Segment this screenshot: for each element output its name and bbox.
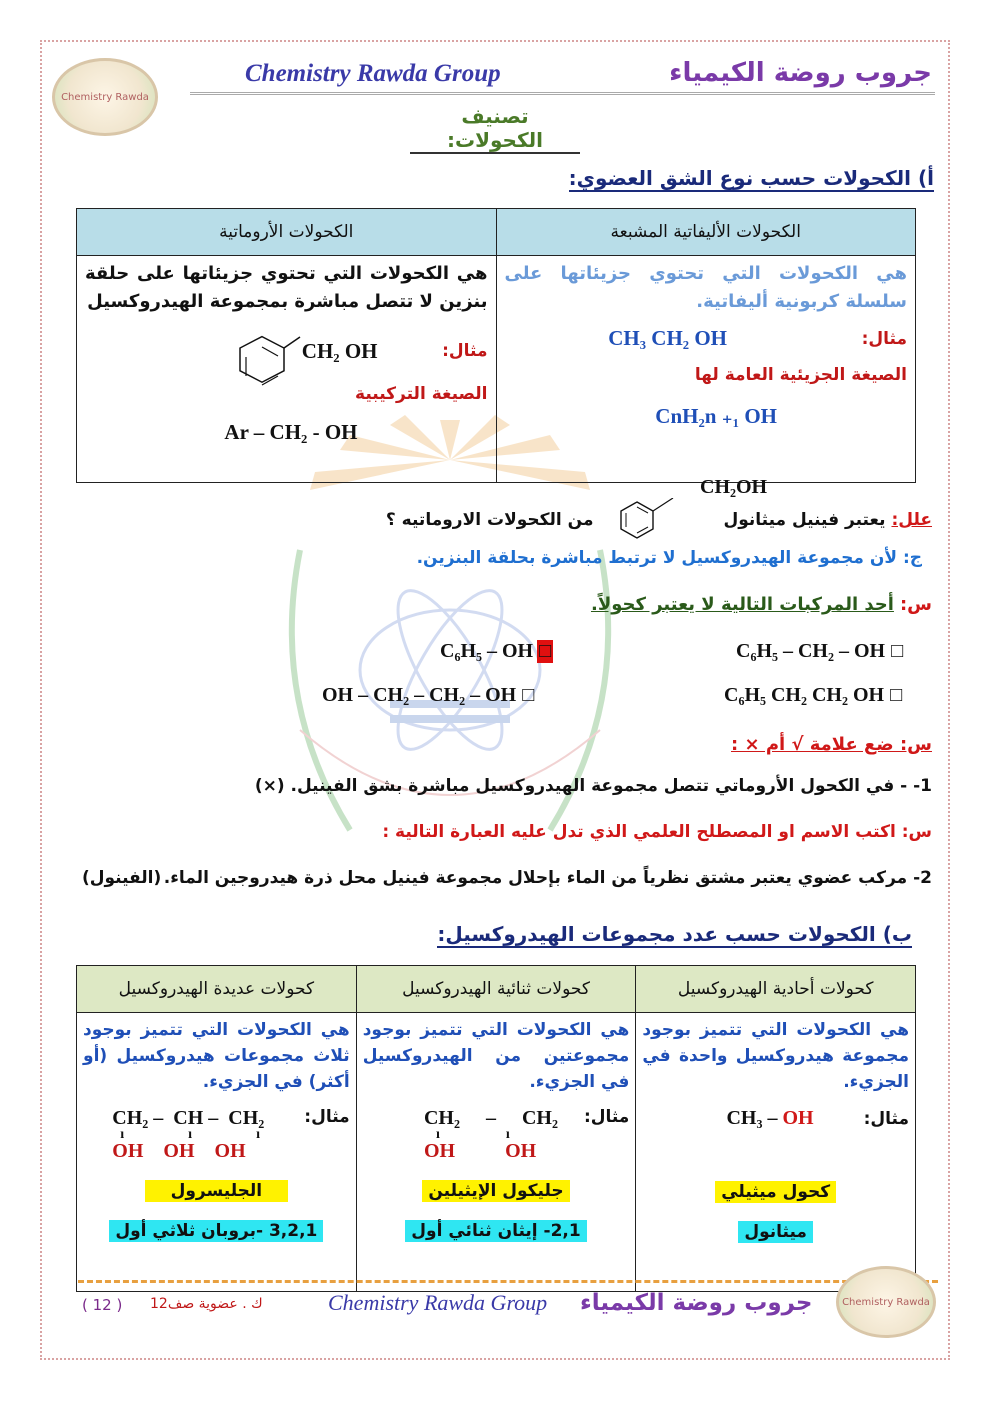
col-aliphatic-header: الكحولات الأليفاتية المشبعة — [496, 209, 916, 256]
mono-iupac-name: ميثانول — [738, 1221, 813, 1243]
tri-common-name: الجليسرول — [145, 1180, 289, 1202]
aliphatic-example-label: مثال: — [861, 328, 907, 349]
aromatic-structural-formula: Ar – CH₂ - OH — [224, 420, 358, 444]
di-formula: CH₂ – CH₂ ı ı OH OH — [423, 1107, 558, 1162]
q1-option-d-text: OH – CH₂ – CH₂ – OH — [322, 684, 517, 706]
q1-option-a-checkbox[interactable]: □ — [891, 640, 904, 662]
header-group-ar: جروب روضة الكيمياء — [669, 58, 932, 88]
aromatic-example — [302, 339, 378, 364]
group-logo — [52, 58, 158, 136]
table-by-radical — [76, 208, 916, 483]
section-a-title: أ) الكحولات حسب نوع الشق العضوي: — [568, 166, 934, 190]
di-formula-oh1: OH — [423, 1140, 456, 1162]
di-definition: هي الكحولات التي تتميز بوجود مجموعتين من الهيدروكسيل في الجزيء. — [362, 1020, 630, 1092]
q1-option-d[interactable] — [322, 684, 534, 707]
phenylmethanol-structure — [613, 500, 703, 540]
reason-text-start: يعتبر فينيل ميثانول — [723, 510, 886, 530]
tri-formula-oh3: OH — [214, 1140, 246, 1162]
benzene-ring-icon — [615, 498, 675, 542]
table-by-hydroxyl-count — [76, 965, 916, 1292]
tri-example-label: مثال: — [304, 1107, 350, 1127]
footer-logo-text: Chemistry Rawda — [842, 1296, 930, 1308]
di-common-name: جليكول الإيثيلين — [422, 1180, 569, 1202]
benzene-ring-icon — [232, 335, 302, 391]
tri-formula-oh2: OH — [163, 1140, 195, 1162]
di-formula-bond: – — [485, 1107, 496, 1129]
aliphatic-example: CH₃ CH₂ OH — [608, 326, 727, 350]
footer-divider — [78, 1280, 938, 1283]
mono-definition: هي الكحولات التي تتميز بوجود مجموعة هيدروكسيل واحدة في الجزيء. — [642, 1020, 909, 1092]
reason-question — [386, 500, 932, 540]
q1-option-c-checkbox[interactable]: □ — [890, 684, 903, 706]
di-example-label: مثال: — [583, 1107, 630, 1127]
col-mono-header: كحولات أحادية الهيدروكسيل — [636, 966, 916, 1013]
q3-answer: (الفينول) — [82, 868, 162, 888]
tri-formula-oh1: OH — [112, 1140, 144, 1162]
mono-example-label: مثال: — [863, 1108, 909, 1129]
section-b-title: ب) الكحولات حسب عدد مجموعات الهيدروكسيل: — [437, 922, 912, 946]
q1-option-c[interactable] — [724, 684, 902, 707]
logo-text: Chemistry Rawda — [61, 91, 149, 103]
aliphatic-definition: هي الكحولات التي تحتوي جزيئاتها على سلسلة كربونية أليفاتية. — [504, 263, 907, 312]
tri-iupac-name: 3,2,1 -بروبان ثلاثي أول — [109, 1220, 323, 1242]
question-2: س: ضع علامة √ أم × : — [731, 734, 932, 755]
col-di-header: كحولات ثنائية الهيدروكسيل — [356, 966, 636, 1013]
di-formula-oh2: OH — [505, 1140, 537, 1162]
di-formula-c2: CH₂ — [521, 1107, 558, 1129]
aromatic-example-label: مثال: — [442, 341, 488, 361]
mono-formula-ch3: CH₃ – — [726, 1107, 783, 1129]
footer-group-ar: جروب روضة الكيمياء — [580, 1290, 813, 1316]
header-group-en: Chemistry Rawda Group — [245, 60, 501, 87]
tri-definition: هي الكحولات التي تتميز بوجود ثلاث مجموعات هيدروكسيل (أو أكثر) في الجزيء. — [83, 1020, 350, 1092]
footer-subject: ك . عضوية صف12 — [150, 1296, 263, 1312]
question-3: س: اكتب الاسم او المصطلح العلمي الذي تدل عليه العبارة التالية : — [382, 822, 932, 842]
q1-option-b[interactable] — [440, 640, 553, 663]
col-tri-header: كحولات عديدة الهيدروكسيل — [77, 966, 357, 1013]
tri-formula-c1: CH₂ – — [112, 1107, 164, 1129]
q1-text: أحد المركبات التالية لا يعتبر كحولاً. — [590, 594, 894, 615]
q1-option-d-checkbox[interactable]: □ — [522, 684, 535, 706]
mono-common-name: كحول ميثيلي — [715, 1181, 836, 1203]
q1-option-a-text: C₆H₅ – CH₂ – OH — [736, 640, 886, 662]
tri-formula-c3: CH₂ — [228, 1107, 265, 1129]
phenylmethanol-label: CH₂OH — [700, 476, 768, 498]
tri-formula: CH₂ – CH – CH₂ ı ı ı OH OH OH — [112, 1107, 265, 1162]
reason-text-end: من الكحولات الاروماتيه ؟ — [385, 510, 594, 530]
q1-label: س: — [899, 594, 932, 615]
di-iupac-name: 2,1- إيثان ثنائي أول — [405, 1220, 586, 1242]
di-cell — [356, 1013, 636, 1292]
aliphatic-cell — [496, 256, 916, 483]
mono-formula-oh: OH — [782, 1107, 814, 1129]
aromatic-formula-label: الصيغة التركيبية — [355, 384, 488, 404]
aliphatic-general-formula: CnH₂n ₊₁ OH — [655, 404, 777, 428]
footer-group-en: Chemistry Rawda Group — [328, 1290, 548, 1315]
tri-formula-c2: CH – — [173, 1107, 219, 1129]
q2-item: 1- - في الكحول الأروماتي تتصل مجموعة الهيدروكسيل مباشرة بشق الفينيل. (×) — [254, 776, 932, 796]
q3-item: 2- مركب عضوي يعتبر مشتق نظرياً من الماء بإحلال مجموعة فينيل محل ذرة هيدروجين الماء. — [163, 868, 932, 888]
q1-option-c-text: C₆H₅ CH₂ CH₂ OH — [724, 684, 885, 706]
reason-answer: ج: لأن مجموعة الهيدروكسيل لا ترتبط مباشرة بحلقة البنزين. — [416, 548, 922, 568]
q1-option-b-text: C₆H₅ – OH — [440, 640, 534, 662]
reason-label: علل: — [891, 510, 932, 530]
aliphatic-formula-label: الصيغة الجزيئية العامة لها — [694, 365, 907, 385]
section-title: تصنيف الكحولات: — [410, 104, 580, 154]
footer-page-number: ( 12 ) — [82, 1296, 123, 1314]
aromatic-cell — [77, 256, 497, 483]
di-formula-c1: CH₂ — [423, 1107, 460, 1129]
mono-cell — [636, 1013, 916, 1292]
col-aromatic-header: الكحولات الأروماتية — [77, 209, 497, 256]
aromatic-example-text: CH₂ OH — [301, 338, 378, 363]
q1-option-a[interactable] — [736, 640, 903, 663]
footer-logo — [836, 1266, 936, 1338]
header-divider — [190, 92, 935, 95]
question-1 — [591, 594, 932, 615]
aromatic-definition: هي الكحولات التي تحتوي جزيئاتها على حلقة بنزين لا تتصل مباشرة بمجموعة الهيدروكسيل — [85, 263, 488, 312]
tri-cell — [77, 1013, 357, 1292]
q1-option-b-checkbox-marked[interactable]: □ — [539, 640, 552, 662]
mono-formula — [726, 1107, 813, 1130]
